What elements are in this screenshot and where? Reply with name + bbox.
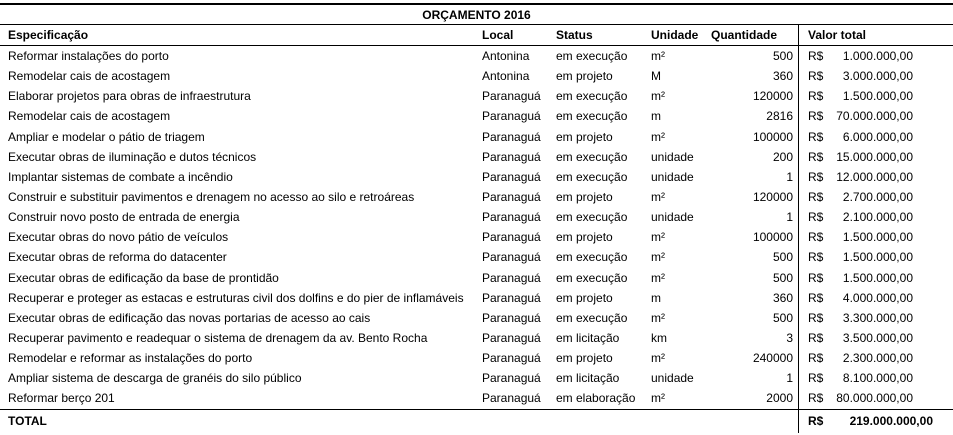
cell-status: em execução	[556, 270, 628, 285]
cell-unidade: m²	[651, 89, 665, 104]
cell-especificacao: Implantar sistemas de combate a incêndio	[8, 169, 233, 184]
cell-currency: R$	[808, 109, 824, 124]
cell-amount: 1.500.000,00	[842, 250, 913, 265]
cell-currency: R$	[808, 351, 824, 366]
cell-valor-total	[798, 86, 953, 106]
cell-amount: 1.500.000,00	[842, 230, 913, 245]
cell-valor-total	[798, 348, 953, 368]
cell-status: em projeto	[556, 129, 613, 144]
table-row	[0, 106, 953, 126]
cell-currency: R$	[808, 169, 824, 184]
cell-local: Paranaguá	[482, 230, 541, 245]
cell-especificacao: Executar obras de iluminação e dutos técnicos	[8, 149, 257, 164]
table-row	[0, 46, 953, 66]
cell-status: em execução	[556, 109, 628, 124]
cell-especificacao: Construir e substituir pavimentos e drenagem no acesso ao silo e retroáreas	[8, 190, 415, 205]
cell-local: Paranaguá	[482, 190, 541, 205]
cell-local: Paranaguá	[482, 149, 541, 164]
table-row	[0, 247, 953, 267]
cell-unidade: unidade	[651, 169, 694, 184]
cell-amount: 1.500.000,00	[842, 89, 913, 104]
cell-amount: 3.500.000,00	[842, 331, 913, 346]
cell-especificacao: Executar obras do novo pátio de veículos	[8, 230, 229, 245]
total-amount: 219.000.000,00	[849, 414, 933, 429]
cell-quantidade: 100000	[752, 129, 793, 144]
cell-valor-total	[798, 127, 953, 147]
cell-quantidade: 1	[786, 169, 793, 184]
cell-status: em execução	[556, 210, 628, 225]
cell-quantidade: 360	[772, 69, 793, 84]
table-row	[0, 147, 953, 167]
cell-amount: 80.000.000,00	[836, 391, 913, 406]
cell-especificacao: Reformar instalações do porto	[8, 49, 169, 64]
cell-unidade: m²	[651, 250, 665, 265]
cell-status: em execução	[556, 169, 628, 184]
cell-status: em licitação	[556, 371, 620, 386]
cell-currency: R$	[808, 69, 824, 84]
cell-currency: R$	[808, 129, 824, 144]
cell-amount: 3.000.000,00	[842, 69, 913, 84]
cell-quantidade: 500	[772, 270, 793, 285]
cell-quantidade: 120000	[752, 89, 793, 104]
column-header-quantidade: Quantidade	[711, 28, 778, 42]
total-currency: R$	[808, 414, 824, 429]
cell-valor-total	[798, 66, 953, 86]
cell-amount: 4.000.000,00	[842, 290, 913, 305]
table-total-row	[0, 409, 953, 433]
column-header-local: Local	[482, 28, 514, 42]
table-header-row	[0, 25, 953, 46]
cell-especificacao: Elaborar projetos para obras de infraestrutura	[8, 89, 251, 104]
table-row	[0, 127, 953, 147]
cell-especificacao: Recuperar e proteger as estacas e estruturas civil dos dolfins e do pier de inflamáveis	[8, 290, 464, 305]
cell-valor-total	[798, 268, 953, 288]
cell-currency: R$	[808, 190, 824, 205]
cell-valor-total	[798, 227, 953, 247]
cell-local: Paranaguá	[482, 109, 541, 124]
cell-unidade: m²	[651, 129, 665, 144]
cell-status: em execução	[556, 89, 628, 104]
cell-amount: 2.300.000,00	[842, 351, 913, 366]
cell-currency: R$	[808, 210, 824, 225]
cell-especificacao: Remodelar e reformar as instalações do porto	[8, 351, 253, 366]
cell-unidade: unidade	[651, 210, 694, 225]
cell-amount: 3.300.000,00	[842, 310, 913, 325]
cell-status: em projeto	[556, 230, 613, 245]
cell-valor-total	[798, 207, 953, 227]
cell-quantidade: 1	[786, 210, 793, 225]
cell-valor-total	[798, 106, 953, 126]
cell-especificacao: Executar obras de reforma do datacenter	[8, 250, 227, 265]
cell-quantidade: 360	[772, 290, 793, 305]
cell-especificacao: Ampliar e modelar o pátio de triagem	[8, 129, 205, 144]
cell-quantidade: 120000	[752, 190, 793, 205]
cell-currency: R$	[808, 391, 824, 406]
cell-status: em projeto	[556, 290, 613, 305]
cell-valor-total	[798, 187, 953, 207]
cell-currency: R$	[808, 331, 824, 346]
cell-unidade: m²	[651, 190, 665, 205]
column-header-status: Status	[556, 28, 593, 42]
cell-unidade: m²	[651, 351, 665, 366]
table-row	[0, 308, 953, 328]
cell-unidade: m²	[651, 49, 665, 64]
cell-amount: 12.000.000,00	[836, 169, 913, 184]
column-header-especificacao: Especificação	[8, 28, 89, 42]
cell-amount: 70.000.000,00	[836, 109, 913, 124]
table-row	[0, 328, 953, 348]
cell-especificacao: Remodelar cais de acostagem	[8, 109, 171, 124]
cell-local: Paranaguá	[482, 250, 541, 265]
cell-unidade: m²	[651, 230, 665, 245]
table-row	[0, 167, 953, 187]
cell-quantidade: 500	[772, 310, 793, 325]
cell-valor-total	[798, 247, 953, 267]
cell-local: Paranaguá	[482, 331, 541, 346]
cell-especificacao: Executar obras de edificação das novas portarias de acesso ao cais	[8, 310, 371, 325]
cell-valor-total	[798, 46, 953, 66]
cell-currency: R$	[808, 270, 824, 285]
cell-unidade: m	[651, 109, 661, 124]
cell-valor-total	[798, 328, 953, 348]
cell-currency: R$	[808, 49, 824, 64]
cell-local: Antonina	[482, 69, 530, 84]
cell-local: Paranaguá	[482, 169, 541, 184]
cell-currency: R$	[808, 310, 824, 325]
table-row	[0, 227, 953, 247]
cell-currency: R$	[808, 89, 824, 104]
cell-especificacao: Reformar berço 201	[8, 391, 115, 406]
table-body	[0, 46, 953, 409]
cell-quantidade: 500	[772, 49, 793, 64]
cell-status: em execução	[556, 310, 628, 325]
cell-quantidade: 3	[786, 331, 793, 346]
table-row	[0, 268, 953, 288]
cell-local: Paranaguá	[482, 290, 541, 305]
cell-unidade: M	[651, 69, 661, 84]
cell-unidade: m²	[651, 310, 665, 325]
cell-quantidade: 200	[772, 149, 793, 164]
cell-unidade: km	[651, 331, 667, 346]
cell-unidade: m	[651, 290, 661, 305]
cell-valor-total	[798, 147, 953, 167]
table-row	[0, 388, 953, 408]
cell-quantidade: 2816	[766, 109, 793, 124]
cell-quantidade: 1	[786, 371, 793, 386]
cell-status: em licitação	[556, 331, 620, 346]
table-title: ORÇAMENTO 2016	[422, 7, 531, 22]
cell-local: Paranaguá	[482, 351, 541, 366]
table-row	[0, 86, 953, 106]
column-header-valor-total: Valor total	[798, 25, 953, 45]
table-row	[0, 368, 953, 388]
cell-currency: R$	[808, 149, 824, 164]
cell-especificacao: Ampliar sistema de descarga de granéis do silo público	[8, 371, 302, 386]
table-title-row	[0, 3, 953, 25]
cell-especificacao: Remodelar cais de acostagem	[8, 69, 171, 84]
cell-status: em projeto	[556, 351, 613, 366]
cell-unidade: m²	[651, 391, 665, 406]
cell-valor-total	[798, 308, 953, 328]
cell-unidade: unidade	[651, 371, 694, 386]
cell-valor-total	[798, 368, 953, 388]
cell-quantidade: 100000	[752, 230, 793, 245]
cell-local: Antonina	[482, 49, 530, 64]
cell-local: Paranaguá	[482, 310, 541, 325]
cell-quantidade: 2000	[766, 391, 793, 406]
table-row	[0, 66, 953, 86]
cell-local: Paranaguá	[482, 89, 541, 104]
cell-status: em execução	[556, 149, 628, 164]
cell-unidade: unidade	[651, 149, 694, 164]
cell-valor-total	[798, 167, 953, 187]
cell-valor-total	[798, 288, 953, 308]
cell-currency: R$	[808, 230, 824, 245]
cell-currency: R$	[808, 371, 824, 386]
cell-status: em execução	[556, 250, 628, 265]
table-row	[0, 207, 953, 227]
table-row	[0, 187, 953, 207]
cell-currency: R$	[808, 250, 824, 265]
cell-quantidade: 500	[772, 250, 793, 265]
cell-local: Paranaguá	[482, 391, 541, 406]
cell-valor-total	[798, 388, 953, 408]
cell-especificacao: Recuperar pavimento e readequar o sistema de drenagem da av. Bento Rocha	[8, 331, 428, 346]
cell-amount: 1.000.000,00	[842, 49, 913, 64]
cell-amount: 2.700.000,00	[842, 190, 913, 205]
cell-amount: 6.000.000,00	[842, 129, 913, 144]
cell-status: em execução	[556, 49, 628, 64]
cell-amount: 1.500.000,00	[842, 270, 913, 285]
cell-amount: 15.000.000,00	[836, 149, 913, 164]
cell-local: Paranaguá	[482, 270, 541, 285]
cell-status: em elaboração	[556, 391, 636, 406]
table-row	[0, 288, 953, 308]
cell-currency: R$	[808, 290, 824, 305]
cell-unidade: m²	[651, 270, 665, 285]
cell-quantidade: 240000	[752, 351, 793, 366]
cell-amount: 8.100.000,00	[842, 371, 913, 386]
column-header-unidade: Unidade	[651, 28, 699, 42]
table-row	[0, 348, 953, 368]
total-value-cell	[798, 410, 953, 433]
cell-status: em projeto	[556, 69, 613, 84]
cell-especificacao: Executar obras de edificação da base de prontidão	[8, 270, 279, 285]
cell-local: Paranaguá	[482, 371, 541, 386]
cell-local: Paranaguá	[482, 210, 541, 225]
cell-status: em projeto	[556, 190, 613, 205]
total-label: TOTAL	[8, 414, 47, 429]
cell-especificacao: Construir novo posto de entrada de energia	[8, 210, 240, 225]
cell-amount: 2.100.000,00	[842, 210, 913, 225]
cell-local: Paranaguá	[482, 129, 541, 144]
